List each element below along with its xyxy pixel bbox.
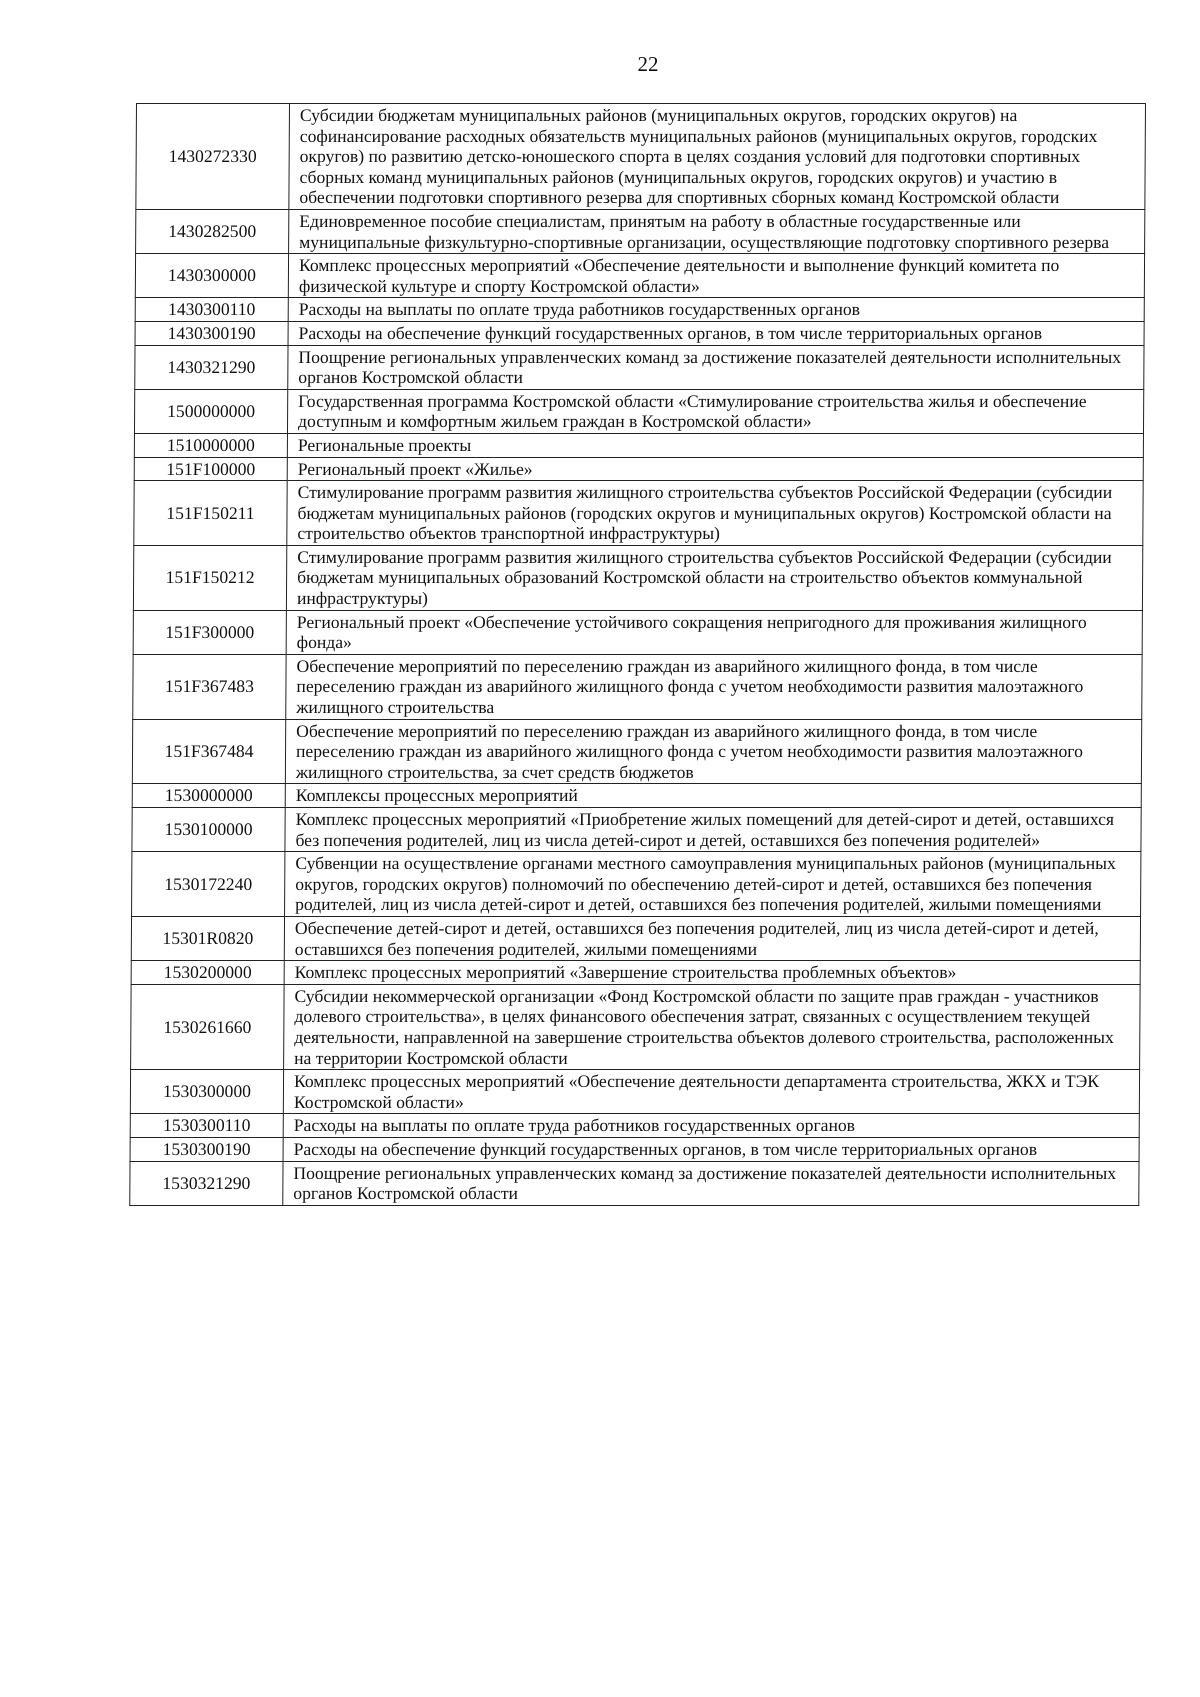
row-code: 151F300000	[133, 610, 286, 654]
table-row	[134, 389, 1143, 433]
row-description: Региональный проект «Жилье»	[287, 457, 1143, 481]
row-code: 1530300190	[130, 1137, 283, 1161]
table-row	[134, 433, 1143, 457]
row-description: Комплекс процессных мероприятий «Обеспечение деятельности и выполнение функций комитета по физической культуре и спорту Костромской области»	[288, 254, 1144, 298]
table-row	[131, 961, 1140, 985]
row-description: Обеспечение мероприятий по переселению граждан из аварийного жилищного фонда, в том числе переселению граждан из аварийного жилищного фонда с учетом необходимости развития малоэтажного жилищного строительства, за счет средств бюджетов	[285, 719, 1141, 784]
row-code: 151F100000	[134, 457, 287, 481]
table-row	[132, 719, 1141, 784]
row-description: Расходы на выплаты по оплате труда работников государственных органов	[288, 298, 1144, 322]
table-row	[133, 545, 1142, 610]
row-code: 1430300000	[135, 254, 288, 298]
table-row	[135, 321, 1144, 345]
row-code: 1530172240	[132, 852, 285, 917]
row-description: Расходы на обеспечение функций государственных органов, в том числе территориальных органов	[283, 1137, 1139, 1161]
table-row	[130, 1070, 1139, 1114]
row-description: Поощрение региональных управленческих команд за достижение показателей деятельности исполнительных органов Костромской области	[283, 1161, 1139, 1205]
row-description: Комплекс процессных мероприятий «Завершение строительства проблемных объектов»	[284, 961, 1140, 985]
table-row	[130, 1114, 1139, 1138]
row-code: 1430300110	[135, 298, 288, 322]
row-description: Комплекс процессных мероприятий «Приобретение жилых помещений для детей-сирот и детей, оставшихся без попечения родителей, лиц из числа детей-сирот и детей, оставшихся без попечения родителей»	[285, 808, 1141, 852]
row-description: Комплексы процессных мероприятий	[285, 784, 1141, 808]
row-code: 1430272330	[136, 104, 290, 210]
row-description: Поощрение региональных управленческих команд за достижение показателей деятельности исполнительных органов Костромской области	[288, 345, 1144, 389]
table-row	[132, 852, 1141, 917]
row-description: Расходы на обеспечение функций государственных органов, в том числе территориальных органов	[288, 321, 1144, 345]
row-description: Обеспечение мероприятий по переселению граждан из аварийного жилищного фонда, в том числе переселению граждан из аварийного жилищного фонда с учетом необходимости развития малоэтажного жилищного строительства	[286, 654, 1142, 719]
row-description: Обеспечение детей-сирот и детей, оставшихся без попечения родителей, лиц из числа детей-сирот и детей, оставшихся без попечения родителей, жилыми помещениями	[284, 916, 1140, 960]
table-row	[134, 481, 1143, 546]
table-row	[131, 984, 1141, 1069]
table-row	[135, 298, 1144, 322]
row-description: Субсидии некоммерческой организации «Фонд Костромской области по защите прав граждан - участников долевого строительства», в целях финансового обеспечения затрат, связанных с осуществлением текущей деятельности, направленной на завершение строительства объектов долевого строительства, расположенных на территории Костромской области	[284, 984, 1141, 1069]
table-row	[134, 457, 1143, 481]
classification-table	[129, 103, 1146, 1206]
table-row	[130, 1161, 1139, 1205]
table-row	[133, 654, 1142, 719]
table-row	[130, 1137, 1139, 1161]
table-row	[136, 209, 1145, 253]
row-code: 151F150212	[133, 545, 286, 610]
row-description: Государственная программа Костромской области «Стимулирование строительства жилья и обеспечение доступным и комфортным жильем граждан в Костромской области»	[287, 389, 1143, 433]
row-code: 151F367484	[132, 719, 285, 784]
row-description: Комплекс процессных мероприятий «Обеспечение деятельности департамента строительства, ЖКХ и ТЭК Костромской области»	[283, 1070, 1139, 1114]
table-row	[132, 808, 1141, 852]
row-code: 1510000000	[134, 433, 287, 457]
row-code: 1430321290	[135, 345, 288, 389]
row-description: Единовременное пособие специалистам, принятым на работу в областные государственные или муниципальные физкультурно-спортивные организации, осуществляющие подготовку спортивного резерва	[289, 209, 1145, 253]
page-number: 22	[637, 52, 659, 76]
row-code: 1500000000	[134, 389, 287, 433]
row-code: 1430282500	[136, 209, 289, 253]
row-code: 151F150211	[134, 481, 287, 546]
row-code: 1530100000	[132, 808, 285, 852]
row-description: Региональные проекты	[287, 433, 1143, 457]
table-row	[133, 610, 1142, 654]
row-code: 1530200000	[131, 961, 284, 985]
row-description: Стимулирование программ развития жилищного строительства субъектов Российской Федерации (субсидии бюджетам муниципальных образований Костромской области на строительство объектов коммунальной инфраструктуры)	[286, 545, 1142, 610]
row-code: 1530300000	[130, 1070, 283, 1114]
row-code: 151F367483	[133, 654, 286, 719]
row-description: Расходы на выплаты по оплате труда работников государственных органов	[283, 1114, 1139, 1138]
row-code: 1530261660	[131, 984, 285, 1069]
row-code: 1530321290	[130, 1161, 283, 1205]
row-description: Субвенции на осуществление органами местного самоуправления муниципальных районов (муниципальных округов, городских округов) полномочий по обеспечению детей-сирот и детей, оставшихся без попечения родителей, лиц из числа детей-сирот и детей, оставшихся без попечения родителей, жилыми помещениями	[285, 852, 1141, 917]
row-code: 15301R0820	[131, 916, 284, 960]
table-row	[136, 104, 1146, 210]
row-description: Региональный проект «Обеспечение устойчивого сокращения непригодного для проживания жилищного фонда»	[286, 610, 1142, 654]
table-row	[131, 916, 1140, 960]
table-row	[135, 254, 1144, 298]
row-code: 1530000000	[132, 784, 285, 808]
row-description: Субсидии бюджетам муниципальных районов (муниципальных округов, городских округов) на софинансирование расходных обязательств муниципальных районов (муниципальных округов, городских округов) по развитию детско-юношеского спорта в целях создания условий для подготовки спортивных сборных команд муниципальных районов (муниципальных округов, городских округов) и участию в обеспечении подготовки спортивного резерва для спортивных сборных команд Костромской области	[289, 104, 1146, 210]
table-row	[132, 784, 1141, 808]
table-row	[135, 345, 1144, 389]
row-description: Стимулирование программ развития жилищного строительства субъектов Российской Федерации (субсидии бюджетам муниципальных районов (городских округов и муниципальных округов) Костромской области на строительство объектов транспортной инфраструктуры)	[287, 481, 1143, 546]
row-code: 1430300190	[135, 321, 288, 345]
row-code: 1530300110	[130, 1114, 283, 1138]
